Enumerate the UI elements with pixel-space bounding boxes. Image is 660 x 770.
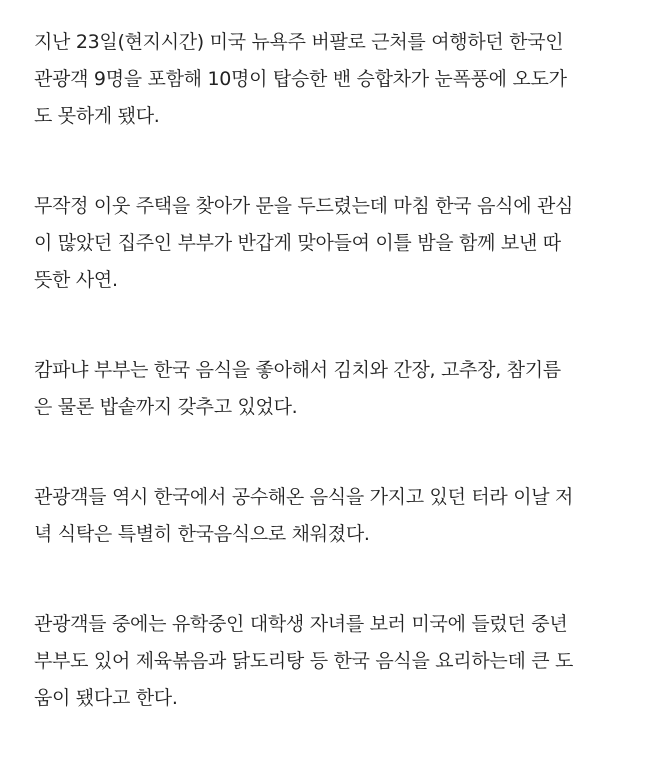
- text-line: 움이 됐다고 한다.: [34, 687, 178, 709]
- text-line: 녁 식탁은 특별히 한국음식으로 채워졌다.: [34, 523, 370, 545]
- paragraph-3: [34, 352, 634, 426]
- text-line: 지난 23일(현지시간) 미국 뉴욕주 버팔로 근처를 여행하던 한국인: [34, 31, 564, 53]
- text-line: 무작정 이웃 주택을 찾아가 문을 두드렸는데 마침 한국 음식에 관심: [34, 195, 574, 217]
- paragraph-4: [34, 479, 634, 553]
- article-body: [34, 24, 634, 770]
- text-line: 부부도 있어 제육볶음과 닭도리탕 등 한국 음식을 요리하는데 큰 도: [34, 650, 574, 672]
- text-line: 관광객들 중에는 유학중인 대학생 자녀를 보러 미국에 들렀던 중년: [34, 613, 568, 635]
- paragraph-1: [34, 24, 634, 135]
- text-line: 이 많았던 집주인 부부가 반갑게 맞아들여 이틀 밤을 함께 보낸 따: [34, 232, 561, 254]
- paragraph-2: [34, 188, 634, 299]
- text-line: 캄파냐 부부는 한국 음식을 좋아해서 김치와 간장, 고추장, 참기름: [34, 359, 561, 381]
- text-line: 도 못하게 됐다.: [34, 105, 160, 127]
- text-line: 관광객 9명을 포함해 10명이 탑승한 밴 승합차가 눈폭풍에 오도가: [34, 68, 567, 90]
- text-line: 은 물론 밥솥까지 갖추고 있었다.: [34, 396, 298, 418]
- text-line: 관광객들 역시 한국에서 공수해온 음식을 가지고 있던 터라 이날 저: [34, 486, 574, 508]
- paragraph-5: [34, 606, 634, 717]
- text-line: 뜻한 사연.: [34, 269, 118, 291]
